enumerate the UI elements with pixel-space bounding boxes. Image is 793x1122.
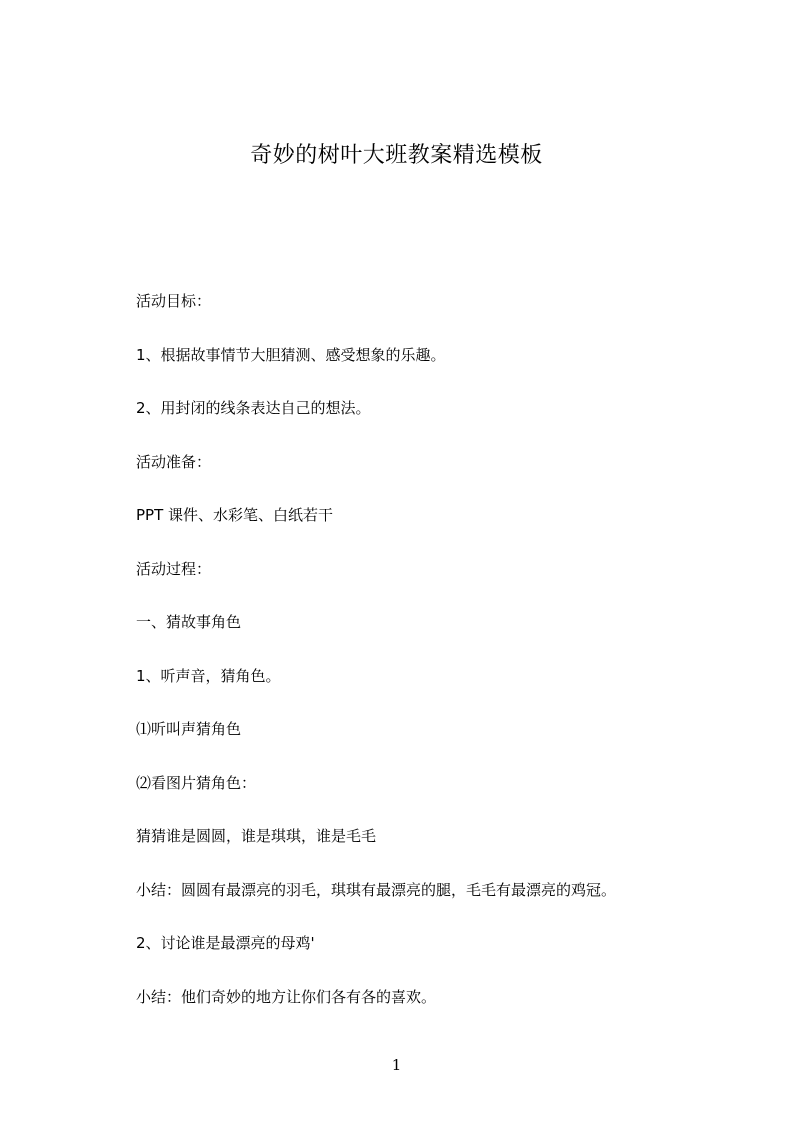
paragraph: 小结：他们奇妙的地方让你们各有各的喜欢。: [136, 988, 437, 1006]
paragraph: 小结：圆圆有最漂亮的羽毛，琪琪有最漂亮的腿，毛毛有最漂亮的鸡冠。: [136, 881, 617, 899]
page-number: 1: [391, 1056, 402, 1074]
paragraph: PPT 课件、水彩笔、白纸若干: [136, 506, 334, 524]
section-heading-preparation: 活动准备：: [136, 453, 212, 471]
paragraph: 一、猜故事角色: [136, 613, 242, 631]
paragraph: ⑵看图片猜角色：: [136, 774, 257, 792]
paragraph: 1、听声音，猜角色。: [136, 667, 281, 685]
paragraph: 猜猜谁是圆圆，谁是琪琪，谁是毛毛: [136, 827, 377, 845]
section-heading-objectives: 活动目标：: [136, 292, 212, 310]
section-heading-process: 活动过程：: [136, 560, 212, 578]
paragraph: ⑴听叫声猜角色: [136, 720, 242, 738]
document-title: 奇妙的树叶大班教案精选模板: [250, 143, 543, 168]
paragraph: 2、用封闭的线条表达自己的想法。: [136, 399, 371, 417]
paragraph: 2、讨论谁是最漂亮的母鸡': [136, 934, 315, 952]
paragraph: 1、根据故事情节大胆猜测、感受想象的乐趣。: [136, 346, 446, 364]
